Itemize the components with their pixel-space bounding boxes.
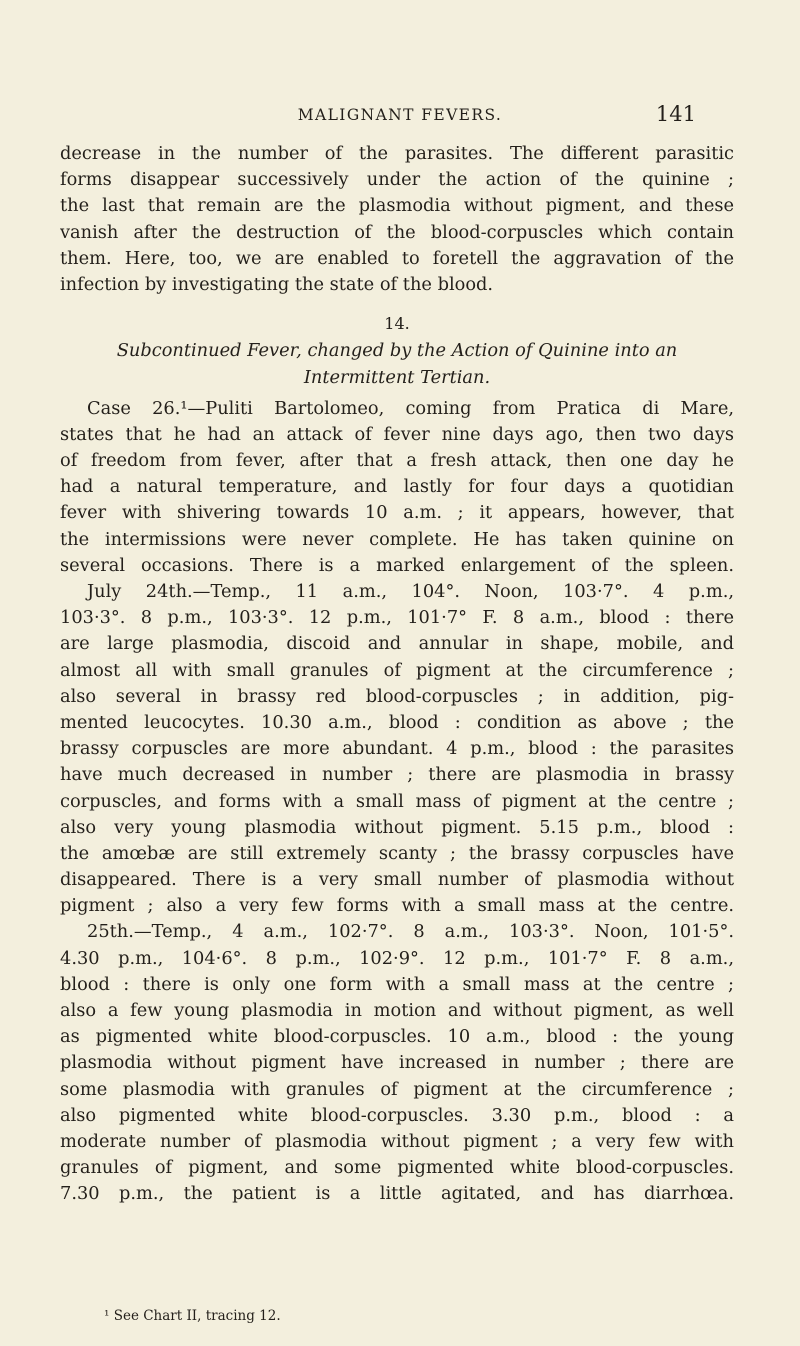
text-line: have much decreased in number ; there are plasmodia in brassy	[60, 764, 734, 786]
section-title-line: Intermittent Tertian.	[303, 366, 491, 388]
text-line: forms disappear successively under the action of the quinine ;	[60, 169, 734, 191]
text-line: blood : there is only one form with a small mass at the centre ;	[60, 973, 734, 995]
text-line: also very young plasmodia without pigment. 5.15 p.m., blood :	[60, 816, 734, 838]
text-line: brassy corpuscles are more abundant. 4 p.m., blood : the parasites	[60, 738, 734, 760]
text-line: the amœbæ are still extremely scanty ; the brassy corpuscles have	[60, 842, 734, 864]
text-line: the last that remain are the plasmodia without pigment, and these	[60, 195, 734, 217]
text-line: states that he had an attack of fever nine days ago, then two days	[60, 423, 734, 445]
body-text	[60, 141, 734, 1208]
text-line: fever with shivering towards 10 a.m. ; it appears, however, that	[60, 502, 734, 524]
text-line: 7.30 p.m., the patient is a little agitated, and has diarrhœa.	[60, 1183, 734, 1205]
section-title-line: Subcontinued Fever, changed by the Action of Quinine into an	[116, 340, 678, 362]
text-line: 103·3°. 8 p.m., 103·3°. 12 p.m., 101·7° F. 8 a.m., blood : there	[60, 607, 734, 629]
text-line: plasmodia without pigment have increased in number ; there are	[60, 1052, 734, 1074]
section-number: 14.	[384, 314, 410, 334]
text-line: of freedom from fever, after that a fresh attack, then one day he	[60, 450, 734, 472]
text-line: July 24th.—Temp., 11 a.m., 104°. Noon, 103·7°. 4 p.m.,	[87, 581, 734, 602]
text-line: also pigmented white blood-corpuscles. 3.30 p.m., blood : a	[60, 1104, 734, 1126]
text-line: almost all with small granules of pigment at the circumference ;	[60, 659, 734, 681]
text-line: corpuscles, and forms with a small mass of pigment at the centre ;	[60, 790, 734, 812]
running-head	[0, 104, 800, 128]
footnote	[60, 1307, 734, 1325]
text-line: as pigmented white blood-corpuscles. 10 a.m., blood : the young	[60, 1026, 734, 1048]
text-line: decrease in the number of the parasites. The different parasitic	[60, 143, 734, 164]
text-line: mented leucocytes. 10.30 a.m., blood : condition as above ; the	[60, 711, 734, 733]
text-line: 25th.—Temp., 4 a.m., 102·7°. 8 a.m., 103·3°. Noon, 101·5°.	[87, 921, 734, 943]
text-line: Case 26.¹—Puliti Bartolomeo, coming from Pratica di Mare,	[87, 397, 734, 419]
text-line: some plasmodia with granules of pigment at the circumference ;	[60, 1078, 734, 1100]
text-line: are large plasmodia, discoid and annular in shape, mobile, and	[60, 633, 734, 655]
running-title: MALIGNANT FEVERS.	[297, 106, 503, 124]
text-line: had a natural temperature, and lastly for four days a quotidian	[60, 476, 734, 498]
text-line: them. Here, too, we are enabled to foretell the aggravation of the	[60, 247, 734, 269]
text-line: infection by investigating the state of the blood.	[60, 273, 494, 295]
page-number: 141	[655, 102, 696, 126]
text-line: vanish after the destruction of the blood-corpuscles which contain	[60, 221, 734, 243]
text-line: pigment ; also a very few forms with a small mass at the centre.	[60, 895, 734, 917]
text-line: granules of pigment, and some pigmented white blood-corpuscles.	[60, 1157, 734, 1179]
text-line: moderate number of plasmodia without pigment ; a very few with	[60, 1130, 734, 1152]
footnote-text: ¹ See Chart II, tracing 12.	[104, 1308, 281, 1324]
text-line: also a few young plasmodia in motion and without pigment, as well	[60, 1000, 734, 1021]
text-line: disappeared. There is a very small number of plasmodia without	[60, 869, 734, 891]
text-line: several occasions. There is a marked enlargement of the spleen.	[60, 554, 734, 576]
text-line: also several in brassy red blood-corpuscles ; in addition, pig-	[60, 685, 734, 707]
text-line: the intermissions were never complete. He has taken quinine on	[60, 528, 734, 550]
text-line: 4.30 p.m., 104·6°. 8 p.m., 102·9°. 12 p.m., 101·7° F. 8 a.m.,	[60, 947, 734, 969]
